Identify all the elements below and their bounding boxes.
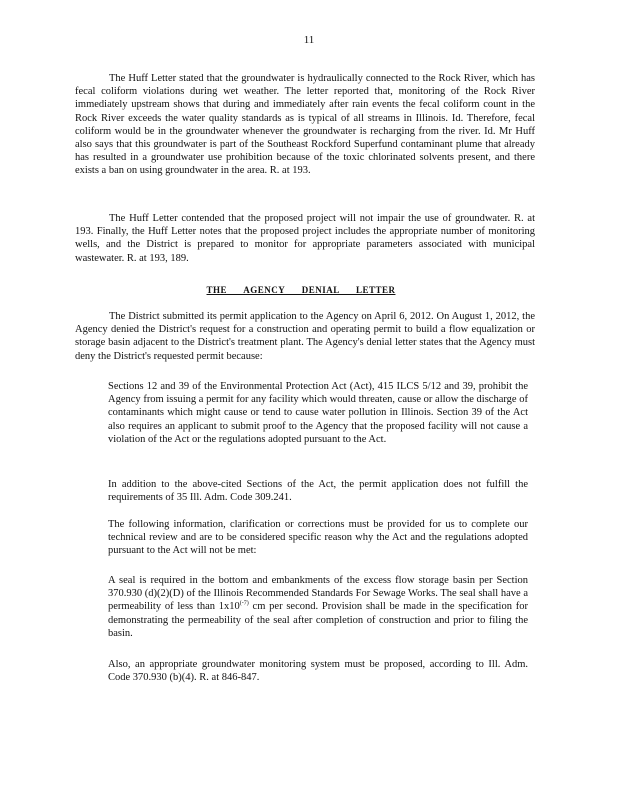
paragraph-district-submission: [75, 310, 535, 363]
paragraph-huff-letter-contention: [75, 212, 535, 265]
paragraph-text: The District submitted its permit application to the Agency on April 6, 2012. On August 1, 2012, the Agency denied the District's request for a construction and operating permit to build a flow equalization or storage basin adjacent to the District's treatment plant. The Agency's denial letter states that the Agency must deny the District's requested permit because:: [75, 311, 535, 362]
block-quote-sections-12-39: Sections 12 and 39 of the Environmental Protection Act (Act), 415 ILCS 5/12 and 39, prohibit the Agency from issuing a permit for any facility which would threaten, cause or allow the discharge of contaminants which might cause or tend to cause water pollution in Illinois. Section 39 of the Act also requires an applicant to submit proof to the Agency that the proposed facility will not cause a violation of the Act or the regulations adopted pursuant to the Act.: [108, 381, 528, 445]
block-quote-seal-requirement: [108, 574, 528, 640]
exponent: (-7): [239, 600, 249, 607]
block-quote-monitoring-system: Also, an appropriate groundwater monitoring system must be proposed, according to Ill. Adm. Code 370.930 (b)(4). R. at 846-847.: [108, 659, 528, 684]
quote-text: A seal is required in the bottom and embankments of the excess flow storage basin per Section 370.930 (d)(2)(D) of the Illinois Recommended Standards For Sewage Works. The seal shall have a permeability of less than 1x10: [108, 575, 528, 613]
block-quote-information-needed: The following information, clarification or corrections must be provided for us to complete our technical review and are to be considered specific reason why the Act and the regulations adopted pursuant to the Act will not be met:: [108, 519, 528, 557]
paragraph-text: The Huff Letter stated that the groundwater is hydraulically connected to the Rock River, which has fecal coliform violations during wet weather. The letter reported that, monitoring of the Rock River immediately upstream shows that during and immediately after rain events the fecal coliform count in the Rock River exceeds the water quality standards as is typical of all streams in Illinois. Id. Therefore, fecal coliform would be in the groundwater whenever the groundwater is recharging from the river. Id. Mr Huff also says that this groundwater is part of the Southeast Rockford Superfund contaminant plume that already has resulted in a groundwater use prohibition because of the toxic chlorinated solvents present, and there exists a ban on using groundwater in the area. R. at 193.: [75, 73, 535, 177]
heading-text: THE AGENCY DENIAL LETTER: [206, 285, 396, 295]
paragraph-text: The Huff Letter contended that the proposed project will not impair the use of groundwater. R. at 193. Finally, the Huff Letter notes that the proposed project includes the appropriate number of monitoring wells, and the District is prepared to monitor for appropriate parameters associated with municipal wastewater. R. at 193, 189.: [75, 213, 535, 264]
block-quote-additional-requirements: In addition to the above-cited Sections of the Act, the permit application does not fulfill the requirements of 35 Ill. Adm. Code 309.241.: [108, 479, 528, 504]
quote-text: cm per second. Provision shall be made in the specification for demonstrating the permeability of the seal after completion of construction and prior to filing the basin.: [108, 601, 528, 639]
section-heading: [0, 284, 618, 297]
page-number: 11: [303, 34, 315, 46]
paragraph-huff-letter-groundwater: [75, 72, 535, 178]
